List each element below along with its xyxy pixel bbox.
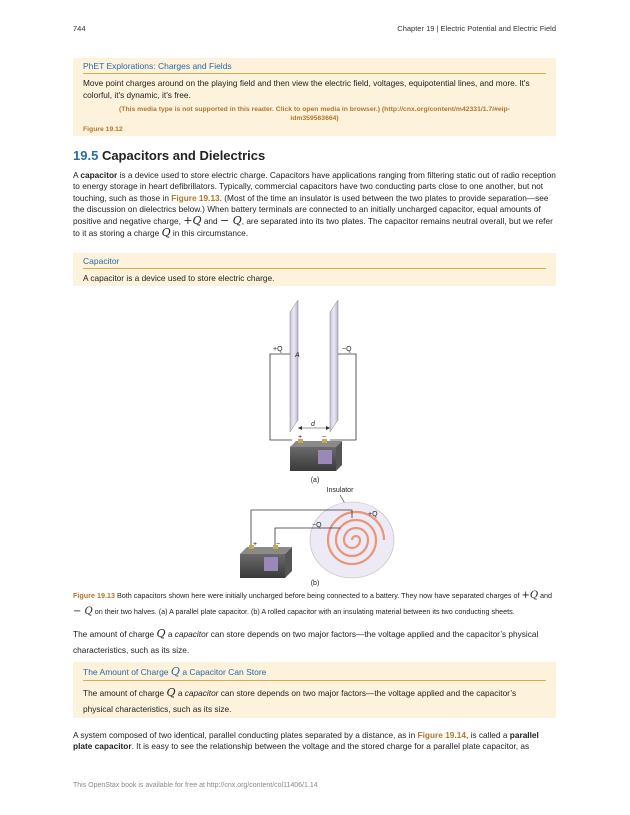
final-paragraph [73, 730, 556, 753]
final-term: parallel plate capacitor [73, 730, 539, 752]
amount-part2: a [167, 629, 173, 639]
battery-b-body [240, 554, 285, 578]
footer-text: This OpenStax book is available for free at http://cnx.org/content/col11406/1.14 [73, 782, 318, 789]
intro-article: A [73, 170, 79, 180]
label-plus-q-b: +Q [368, 511, 378, 518]
label-minus-q-a: −Q [342, 346, 352, 353]
final-part1: A system composed of two identical, parallel conducting plates separated by a distance, as in [73, 730, 416, 740]
battery-b-top [240, 547, 292, 554]
intro-part4: in this circumstance. [172, 228, 249, 239]
caption-minus-q: − Q [73, 606, 93, 617]
gap-arrowhead-right [326, 426, 330, 430]
media-note-line2: idm359563664) [290, 115, 339, 122]
caption-part2: on their two halves. (a) A parallel plate capacitor. (b) A rolled capacitor with an insulating material between its two conducting sheets. [94, 607, 515, 616]
battery-b [240, 541, 292, 578]
amount-paragraph [73, 626, 556, 658]
intro-part2: . (Most of the time an insulator is used between the two plates to provide separation—see the discussion on dielectrics below.) When battery terminals are connected to an initially uncharged capacitor, equal amounts of positive and negative charge, [73, 192, 549, 227]
label-insulator: Insulator [326, 487, 354, 494]
amount-box-body-part3: can store depends on two major factors—the voltage applied and the capacitor’s physical characteristics, such as its size. [83, 688, 517, 714]
battery-a-plus-sign: + [298, 434, 303, 441]
gap-arrowhead-left [298, 426, 302, 430]
battery-b-minus-sign: − [276, 541, 281, 548]
plate-left [290, 300, 298, 432]
intro-part1: is a device used to store electric charge. Capacitors have applications ranging from filtering static out of radio reception to energy storage in heart defibrillators. Typically, commercial capacitors have two conducting parts close to one another, but not touching, such as those in [73, 170, 556, 203]
amount-part3: can store depends on two major factors—the voltage applied and the capacitor’s physical characteristics, such as its size. [73, 629, 539, 655]
amount-box [73, 662, 556, 718]
caption-label: Figure 19.13 [73, 591, 115, 600]
figure-caption [73, 588, 556, 620]
label-gap-d: d [311, 421, 315, 428]
label-a: (a) [310, 477, 320, 484]
amount-box-title-part1: The Amount of Charge [83, 667, 169, 677]
amount-capacitor: capacitor [174, 629, 209, 639]
wire-left [270, 354, 292, 440]
phet-box-title: PhET Explorations: Charges and Fields [83, 61, 232, 71]
section-number: 19.5 [73, 148, 99, 163]
rolled-capacitor [240, 487, 394, 587]
amount-part1: The amount of charge [73, 629, 155, 639]
caption-part1: Both capacitors shown here were initially uncharged before being connected to a battery. They now have separated charges of [116, 591, 520, 600]
battery-a-label [318, 450, 332, 464]
battery-a-top [290, 441, 342, 447]
battery-a-minus-sign: − [322, 434, 327, 441]
intro-term: capacitor [80, 170, 118, 180]
battery-a [290, 434, 342, 471]
label-b: (b) [310, 580, 320, 587]
plate-right [330, 300, 338, 432]
amount-box-body-part2: a [177, 688, 183, 698]
section-title: Capacitors and Dielectrics [101, 148, 266, 163]
chapter-title: Chapter 19 | Electric Potential and Electric Field [397, 24, 556, 33]
label-minus-q-b: −Q [312, 522, 322, 529]
capacitor-box-body: A capacitor is a device used to store electric charge. [83, 273, 275, 283]
parallel-plate-capacitor [270, 300, 356, 484]
intro-and: and [203, 216, 218, 227]
capacitor-box-title: Capacitor [83, 256, 120, 266]
label-area: A [295, 352, 300, 359]
intro-minus-q: − Q [219, 214, 242, 228]
figure-19-14-link[interactable]: Figure 19.14 [417, 730, 466, 740]
final-part3: . It is easy to see the relationship between the voltage and the stored charge for a parallel plate capacitor, as [131, 741, 530, 752]
amount-box-body-part1: The amount of charge [83, 688, 165, 698]
amount-box-title [73, 662, 556, 680]
figure-19-13-link[interactable]: Figure 19.13 [171, 192, 220, 203]
battery-b-label [264, 557, 278, 571]
label-plus-q-a: +Q [273, 346, 283, 353]
caption-plus-q: +Q [521, 590, 539, 601]
amount-box-title-q: Q [170, 665, 180, 678]
battery-b-plus-sign: + [253, 541, 258, 548]
intro-part3: , are separated into its two plates. The capacitor remains neutral overall, but we refer to it as storing a charge [73, 216, 553, 239]
amount-q: Q [156, 627, 166, 640]
intro-plus-q: +Q [183, 214, 202, 228]
phet-box-body: Move point charges around on the playing field and then view the electric field, voltages, equipotential lines, and more. It's colorful, it's dynamic, it's free. [83, 78, 530, 100]
caption-and: and [540, 591, 553, 600]
page-number: 744 [73, 24, 86, 33]
amount-box-title-part2: a Capacitor Can Store [182, 667, 267, 677]
final-part2: , is called a [465, 730, 508, 740]
intro-q: Q [161, 226, 171, 240]
phet-figure-label: Figure 19.12 [83, 126, 123, 133]
media-note-line1: (This media type is not supported in this reader. Click to open media in browser.) (http://cnx.org/content/m42331/1.7/#eip- [119, 106, 510, 113]
amount-box-body [73, 681, 556, 721]
amount-box-body-capacitor: capacitor [184, 688, 219, 698]
amount-box-body-q: Q [166, 686, 176, 699]
